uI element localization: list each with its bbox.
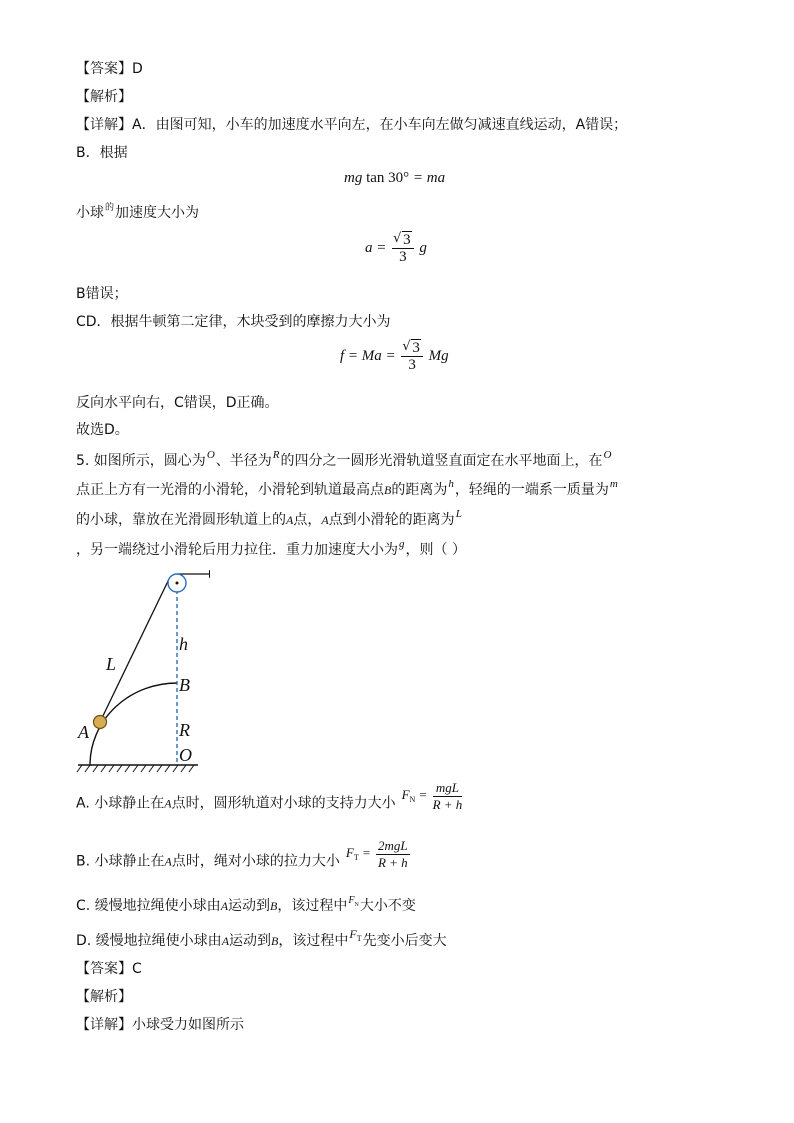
option-d-text: D. 缓慢地拉绳使小球由: [76, 933, 222, 949]
q5-var-h: h: [448, 478, 454, 490]
choose-line: 故选D。: [76, 422, 129, 438]
option-a-num: mgL: [433, 780, 463, 797]
option-d-var-A: A: [221, 934, 230, 948]
option-a-var-A: A: [164, 796, 172, 811]
q5-var-L: L: [455, 508, 462, 520]
ground-hatching: [77, 765, 194, 772]
q5-var-O: O: [206, 449, 215, 461]
label-R: R: [179, 720, 190, 740]
option-d[interactable]: [76, 927, 447, 956]
option-b-den: R + h: [377, 855, 408, 870]
q5-text: 、半径为: [215, 453, 272, 469]
eq2-fraction: [392, 232, 414, 265]
option-b-text: B. 小球静止在: [76, 853, 165, 870]
q5-text: 的四分之一圆形光滑轨道竖直面定在水平地面上，在: [280, 453, 603, 469]
option-c-sub: N: [354, 902, 359, 908]
eq3-left: f = Ma =: [340, 347, 396, 364]
ball-accel-pre: 小球: [76, 205, 104, 221]
option-b-num: 2mgL: [377, 838, 408, 853]
equation-2: [365, 232, 427, 265]
detail-line-2: [76, 1015, 244, 1035]
q5-var-R: R: [272, 449, 280, 461]
q5-text: ，则（ ）: [405, 542, 466, 558]
option-d-F: F: [349, 927, 357, 941]
q5-line-2: [76, 480, 619, 501]
q5-text: 点正上方有一光滑的小滑轮，小滑轮到轨道最高点: [76, 482, 384, 498]
option-c-text: 大小不变: [359, 898, 416, 914]
q5-text: 5. 如图所示，圆心为: [76, 453, 206, 469]
option-a-sub: N: [409, 795, 416, 805]
eq2-denominator: 3: [399, 249, 407, 265]
rope-segment-l: [100, 579, 169, 722]
equation-3: [340, 340, 449, 373]
q5-line-4: [76, 540, 466, 561]
option-a-text: 点时，圆形轨道对小球的支持力大小: [171, 795, 396, 812]
q5-var-B: B: [384, 483, 392, 497]
ball-accel-post: 加速度大小为: [115, 205, 200, 221]
cd-line: CD．根据牛顿第二定律，木块受到的摩擦力大小为: [76, 314, 391, 330]
b-wrong-line: B错误；: [76, 286, 128, 302]
eq3-numerator: 3: [412, 340, 420, 356]
option-d-text: ，该过程中: [278, 933, 349, 949]
option-c-text: 运动到: [228, 898, 271, 914]
label-A: A: [78, 722, 89, 742]
answer-line: [76, 59, 143, 79]
eq3-right: Mg: [428, 347, 449, 364]
option-c-text: C. 缓慢地拉绳使小球由: [76, 898, 221, 914]
q5-var-m: m: [609, 478, 618, 490]
line-b-according: B．根据: [76, 145, 128, 161]
option-b-formula: [345, 838, 412, 870]
option-d-text: 运动到: [229, 933, 272, 949]
option-a-F: F: [401, 787, 410, 803]
eq2-numerator: 3: [403, 232, 411, 248]
option-b-text: 点时，绳对小球的拉力大小: [171, 853, 340, 870]
pulley-axle: [176, 582, 179, 585]
option-c-var-B: B: [270, 899, 278, 913]
eq1-fn: tan 30°: [366, 170, 410, 186]
ball: [94, 716, 107, 729]
answer-tag: 【答案】: [76, 61, 132, 77]
q5-text: 点，: [293, 512, 322, 528]
option-d-sub: T: [356, 934, 362, 943]
detail-text: 小球受力如图所示: [132, 1017, 244, 1033]
option-b-sub: T: [353, 853, 359, 863]
q5-line-3: [76, 510, 463, 531]
answer-value: D: [132, 61, 143, 77]
q5-text: 的距离为: [391, 482, 448, 498]
ball-accel-line: [76, 203, 199, 225]
option-c-F: F: [348, 895, 355, 906]
ball-accel-mark: 的: [105, 203, 115, 213]
option-c-var-A: A: [220, 899, 229, 913]
q5-line-1: [76, 451, 612, 472]
eq2-left: a =: [365, 239, 387, 256]
q5-text: 的小球，靠放在光滑圆形轨道上的: [76, 512, 286, 528]
option-d-text: 先变小后变大: [362, 933, 447, 949]
detail-text: A．由图可知，小车的加速度水平向左，在小车向左做匀减速直线运动，A错误；: [132, 117, 628, 133]
option-a-eq: =: [418, 787, 428, 803]
detail-tag: 【详解】: [76, 1017, 132, 1033]
q5-text: 点到小滑轮的距离为: [328, 512, 455, 528]
eq1-left: mg: [344, 170, 363, 186]
option-b-var-A: A: [164, 854, 172, 869]
reverse-line: 反向水平向右，C错误，D正确。: [76, 395, 279, 411]
q5-text: ，轻绳的一端系一质量为: [454, 482, 609, 498]
option-b-eq: =: [361, 845, 371, 861]
answer-tag: 【答案】: [76, 961, 132, 977]
label-h: h: [179, 634, 188, 654]
equation-1: [344, 170, 445, 187]
pulley-track-figure: [70, 565, 210, 775]
option-d-var-B: B: [271, 934, 279, 948]
detail-tag: 【详解】: [76, 117, 132, 133]
analysis-heading-2: 【解析】: [76, 989, 132, 1005]
eq2-right: g: [419, 239, 427, 256]
pull-arrow-head: [209, 570, 210, 578]
option-b-F: F: [345, 845, 354, 861]
answer-line-2: [76, 959, 142, 979]
option-a-formula: [401, 780, 465, 812]
option-c-text: ，该过程中: [277, 898, 348, 914]
eq3-fraction: [401, 340, 423, 373]
option-a-den: R + h: [432, 797, 463, 812]
option-b[interactable]: [76, 838, 412, 879]
analysis-heading: 【解析】: [76, 89, 132, 105]
q5-var-A: A: [321, 513, 329, 527]
answer-value: C: [132, 961, 142, 977]
q5-var-g: g: [399, 538, 405, 550]
option-a[interactable]: [76, 780, 464, 821]
eq1-right: = ma: [412, 170, 446, 186]
label-O: O: [179, 745, 192, 765]
label-B: B: [179, 675, 190, 695]
eq3-denominator: 3: [408, 357, 416, 373]
q5-var-O: O: [603, 449, 612, 461]
detail-line-a: [76, 115, 627, 135]
option-c[interactable]: [76, 896, 416, 922]
q5-text: ，另一端绕过小滑轮后用力拉住．重力加速度大小为: [76, 542, 398, 558]
label-L: L: [106, 654, 117, 674]
q5-var-A: A: [286, 513, 294, 527]
option-a-text: A. 小球静止在: [76, 795, 165, 812]
